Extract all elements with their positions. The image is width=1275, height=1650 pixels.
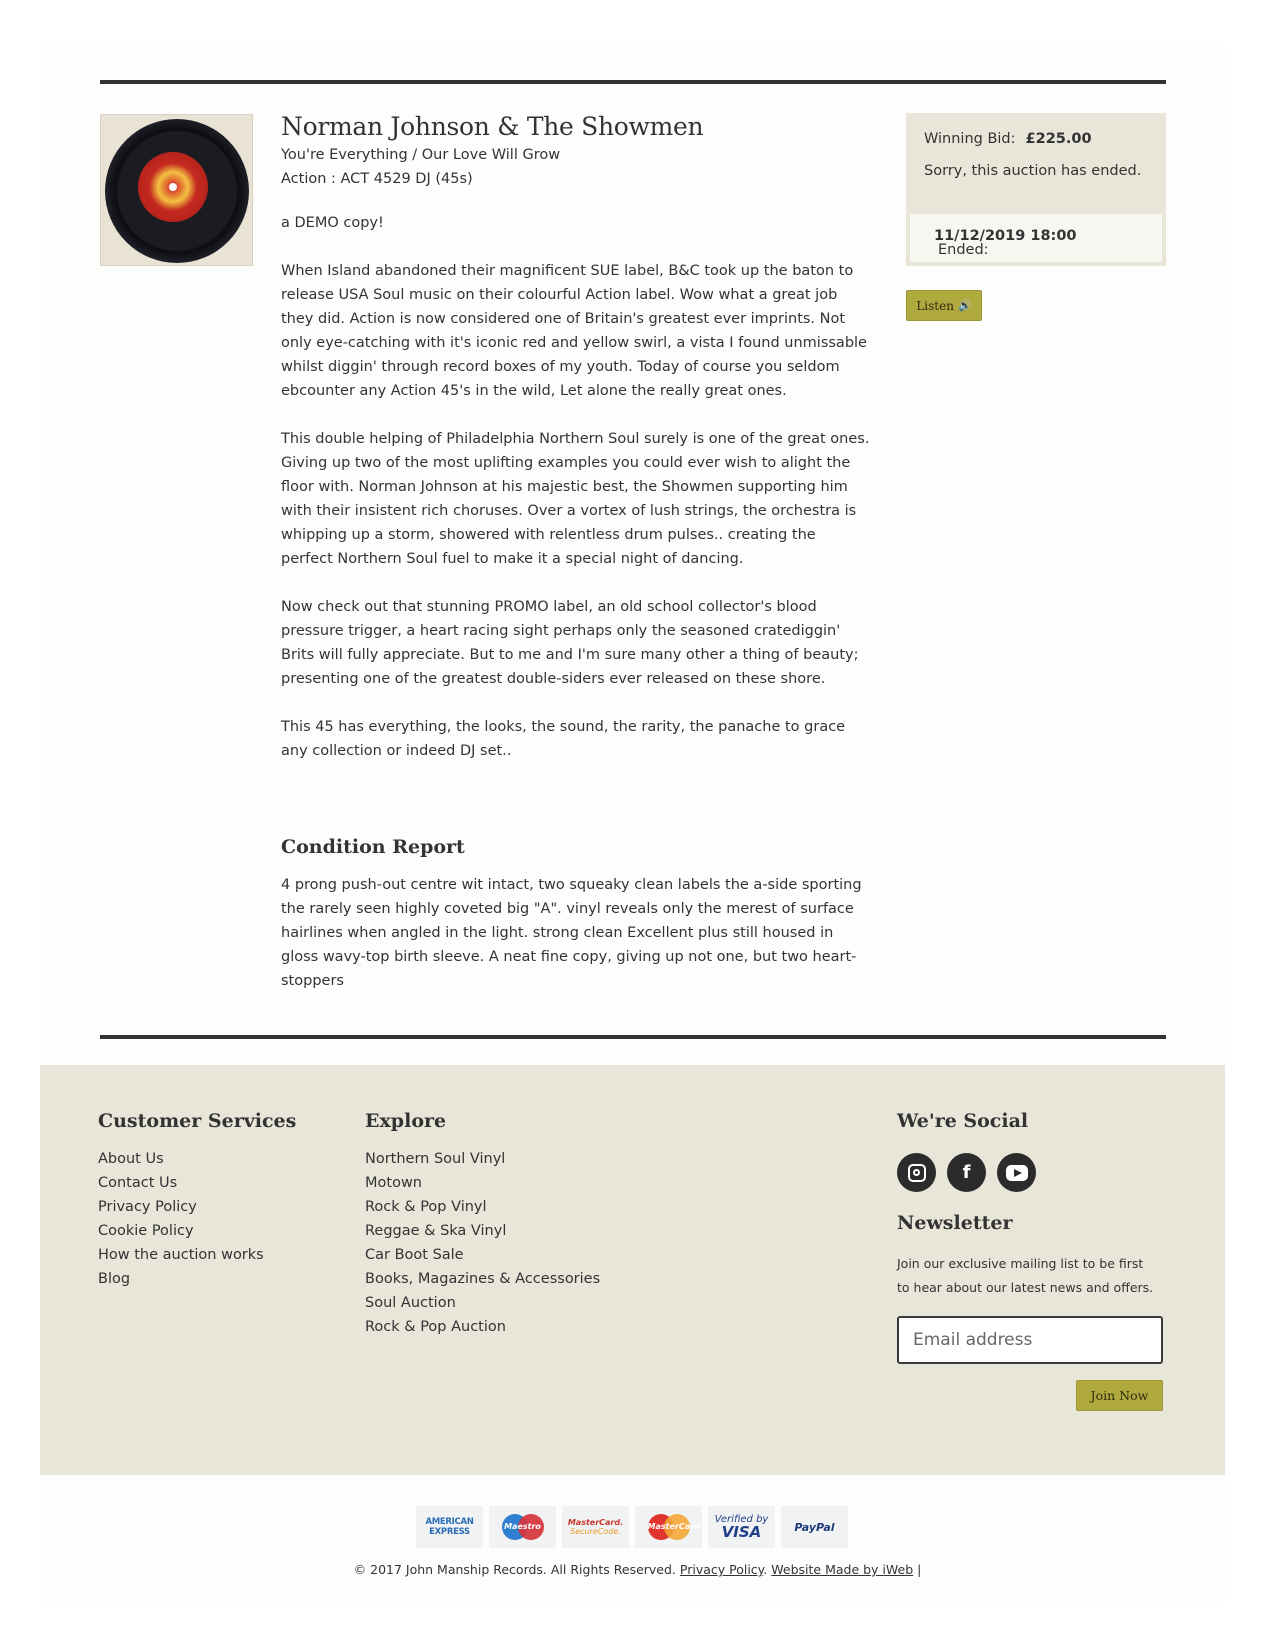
description-paragraph: Now check out that stunning PROMO label, an old school collector's blood pressure trigger, a heart racing sight perhaps only the seasoned cratediggin' Brits will fully appreciate. But to me and I'm sure many other a thing of beauty; presenting one of the greatest double-siders ever released on these shore. [281,599,859,687]
product-description [281,211,871,763]
speaker-icon: 🔊 [957,299,972,312]
mastercard-securecode-logo: MasterCard. SecureCode. [562,1506,629,1548]
footer-link-motown[interactable]: Motown [365,1175,422,1191]
auction-status-box [906,113,1166,266]
footer-link-books[interactable]: Books, Magazines & Accessories [365,1271,601,1287]
mastercard-logo: MasterCard [635,1506,702,1548]
bottom-divider [100,1035,1166,1039]
listen-button[interactable] [906,290,982,321]
description-intro: a DEMO copy! [281,215,384,231]
condition-report-title: Condition Report [281,836,465,858]
auction-ended-message: Sorry, this auction has ended. [924,163,1142,179]
payment-methods [416,1506,848,1548]
ended-label: Ended: [938,242,989,258]
social-title: We're Social [897,1110,1029,1132]
newsletter-text: Join our exclusive mailing list to be first to hear about our latest news and offers. [897,1256,1154,1295]
description-paragraph: When Island abandoned their magnificent SUE label, B&C took up the baton to release USA Soul music on their colourful Action label. Wow what a great job they did. Action is now considered one of Britain's greatest ever imprints. Not only eye-catching with it's iconic red and yellow swirl, a vista I found unmissable whilst diggin' through record boxes of my youth. Today of course you seldom ebcounter any Action 45's in the wild, Let alone the really great ones. [281,263,867,399]
explore-title: Explore [365,1110,447,1132]
instagram-icon[interactable] [897,1153,936,1192]
footer-link-about-us[interactable]: About Us [98,1151,164,1167]
footer-link-soul-auction[interactable]: Soul Auction [365,1295,456,1311]
product-details [281,112,871,787]
winning-bid [924,131,1092,147]
auction-ended-row [910,214,1162,262]
join-now-button[interactable]: Join Now [1076,1380,1163,1411]
footer-link-auction-works[interactable]: How the auction works [98,1247,264,1263]
record-hole [169,183,177,191]
customer-services-links [98,1147,264,1291]
footer-link-contact-us[interactable]: Contact Us [98,1175,178,1191]
listen-label: Listen [916,298,954,313]
footer-link-blog[interactable]: Blog [98,1271,131,1287]
condition-report-text: 4 prong push-out centre wit intact, two squeaky clean labels the a-side sporting the rarely seen highly coveted big "A". vinyl reveals only the merest of surface hairlines when angled in the light. strong clean Excellent plus still housed in gloss wavy-top birth sleeve. A neat fine copy, giving up not one, but two heart-stoppers [281,877,862,989]
footer-link-northern-soul[interactable]: Northern Soul Vinyl [365,1151,506,1167]
footer-link-rock-pop-auction[interactable]: Rock & Pop Auction [365,1319,506,1335]
footer-link-privacy-policy[interactable]: Privacy Policy [98,1199,197,1215]
verified-by-visa-logo: Verified by VISA [708,1506,775,1548]
separator-pipe: | [917,1562,922,1577]
footer-link-reggae-ska[interactable]: Reggae & Ska Vinyl [365,1223,507,1239]
website-made-by-link[interactable]: Website Made by iWeb [771,1562,914,1577]
youtube-icon[interactable] [997,1153,1036,1192]
product-label-catalog: Action : ACT 4529 DJ (45s) [281,171,473,187]
top-divider [100,80,1166,84]
ended-value: 11/12/2019 18:00 [934,228,1077,244]
maestro-logo: Maestro [489,1506,556,1548]
description-paragraph: This double helping of Philadelphia Northern Soul surely is one of the great ones. Giving up two of the most uplifting examples you could ever wish to alight the floor with. Norman Johnson at his majestic best, the Showmen supporting him with their insistent rich choruses. Over a vortex of lush strings, the orchestra is whipping up a storm, showered with relentless drum pulses.. creating the perfect Northern Soul fuel to make it a special night of dancing. [281,431,870,567]
explore-links [365,1147,600,1339]
amex-logo: AMERICAN EXPRESS [416,1506,483,1548]
vinyl-record-image[interactable] [100,114,253,266]
privacy-policy-link[interactable]: Privacy Policy [679,1562,764,1577]
customer-services-title: Customer Services [98,1110,297,1132]
description-paragraph: This 45 has everything, the looks, the sound, the rarity, the panache to grace any collection or indeed DJ set.. [281,719,846,759]
copyright-bar: © 2017 John Manship Records. All Rights Reserved. Privacy Policy. Website Made by iWeb | [353,1562,922,1577]
newsletter-email-input[interactable] [897,1316,1163,1364]
footer-link-rock-pop-vinyl[interactable]: Rock & Pop Vinyl [365,1199,487,1215]
product-artist: Norman Johnson & The Showmen [281,112,704,141]
product-titles: You're Everything / Our Love Will Grow [281,147,561,163]
footer-link-cookie-policy[interactable]: Cookie Policy [98,1223,194,1239]
winning-bid-label: Winning Bid: [924,131,1016,147]
facebook-icon[interactable]: f [947,1153,986,1192]
footer-link-car-boot[interactable]: Car Boot Sale [365,1247,464,1263]
site-footer [40,1065,1225,1475]
paypal-logo: PayPal [781,1506,848,1548]
copyright-text: © 2017 John Manship Records. All Rights Reserved. [353,1562,676,1577]
winning-bid-value: £225.00 [1025,131,1092,147]
newsletter-title: Newsletter [897,1212,1013,1234]
social-links [897,1153,1036,1192]
